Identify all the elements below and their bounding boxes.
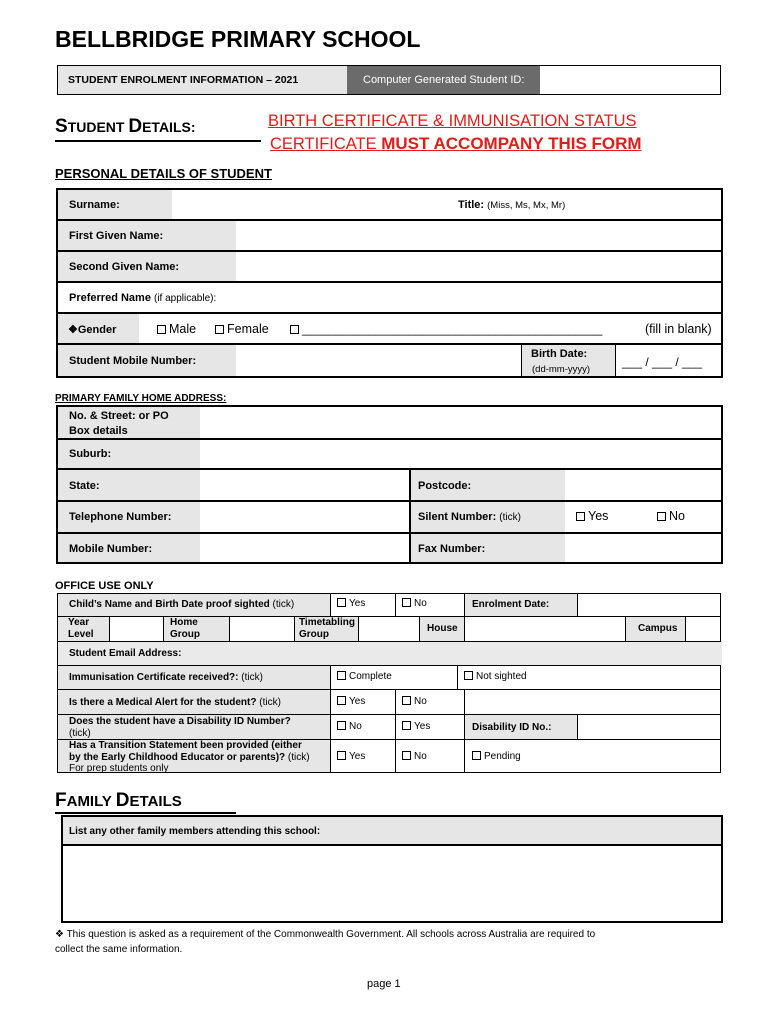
immunisation-complete-option[interactable]: Complete [337,671,392,682]
disability-id-field[interactable] [578,715,720,739]
disability-id-label: Disability ID No.: [472,722,552,733]
postcode-label: Postcode: [418,480,472,492]
checkbox-icon[interactable] [657,512,666,521]
enrolment-date-field[interactable] [578,594,720,616]
silent-number-label: Silent Number: (tick) [418,511,521,523]
second-given-name-label: Second Given Name: [69,261,180,273]
personal-details-heading: PERSONAL DETAILS OF STUDENT [55,166,272,181]
telephone-label: Telephone Number: [69,511,172,523]
gender-female-option[interactable]: Female [215,322,269,336]
student-email-label: Student Email Address: [69,648,182,659]
page-number: page 1 [367,978,401,990]
office-use-heading: OFFICE USE ONLY [55,580,154,592]
checkbox-icon[interactable] [337,751,346,760]
student-id-field[interactable] [540,66,720,94]
proof-no-option[interactable]: No [402,598,427,609]
checkbox-icon[interactable] [576,512,585,521]
family-heading-underline [55,812,236,814]
year-level-field[interactable] [110,617,163,641]
preferred-name-field[interactable] [236,284,721,311]
surname-field[interactable] [172,191,452,218]
house-field[interactable] [465,617,625,641]
silent-yes-option[interactable]: Yes [576,509,608,523]
mobile-number-label: Mobile Number: [69,543,153,555]
mobile-number-field[interactable] [200,534,409,562]
medical-alert-label: Is there a Medical Alert for the student? (tick) [69,697,281,708]
diamond-icon: ❖ [55,929,64,940]
telephone-field[interactable] [200,502,409,532]
second-given-name-field[interactable] [236,253,721,280]
street-label: No. & Street: or PO Box details [69,410,169,437]
notice-line-2: CERTIFICATE MUST ACCOMPANY THIS FORM [270,134,642,153]
checkbox-icon[interactable] [402,696,411,705]
first-given-name-label: First Given Name: [69,230,164,242]
checkbox-icon[interactable] [337,598,346,607]
state-field[interactable] [200,470,409,500]
checkbox-icon[interactable] [337,696,346,705]
checkbox-icon[interactable] [337,671,346,680]
timetabling-group-label: Timetabling Group [299,617,355,640]
transition-no-option[interactable]: No [402,751,427,762]
street-field[interactable] [200,407,721,438]
house-label: House [427,623,458,634]
enrolment-date-label: Enrolment Date: [472,599,550,610]
address-heading: PRIMARY FAMILY HOME ADDRESS: [55,393,227,404]
birth-date-field[interactable]: ___ / ___ / ___ [622,355,703,369]
student-mobile-field[interactable] [236,345,521,376]
checkbox-icon[interactable] [402,598,411,607]
banner-title: STUDENT ENROLMENT INFORMATION – 2021 [58,66,347,94]
student-email-field[interactable] [200,642,720,665]
checkbox-icon[interactable] [464,671,473,680]
student-id-label: Computer Generated Student ID: [347,66,540,94]
student-mobile-label: Student Mobile Number: [69,355,197,367]
checkbox-icon[interactable] [402,751,411,760]
heading-underline [55,140,261,142]
disability-no-option[interactable]: No [337,721,362,732]
disability-yes-option[interactable]: Yes [402,721,430,732]
transition-statement-label: Has a Transition Statement been provided (either by the Early Childhood Educator or parents)? (tick) For prep students only [69,740,310,774]
birth-date-format: (dd-mm-yyyy) [532,364,591,375]
checkbox-icon[interactable] [337,721,346,730]
enrolment-banner [57,65,721,95]
suburb-field[interactable] [200,440,721,468]
immunisation-label: Immunisation Certificate received?: (tick) [69,672,263,683]
diamond-icon: ❖ [68,324,78,336]
fax-field[interactable] [565,534,721,562]
student-details-heading: STUDENT DETAILS: [55,116,196,137]
footnote: ❖ This question is asked as a requirement of the Commonwealth Government. All schools across Australia are required to collect the same information. [55,929,596,955]
fill-in-blank-hint: (fill in blank) [645,322,712,336]
transition-pending-option[interactable]: Pending [472,751,521,762]
postcode-field[interactable] [565,470,721,500]
state-label: State: [69,480,100,492]
medical-no-option[interactable]: No [402,696,427,707]
transition-yes-option[interactable]: Yes [337,751,365,762]
medical-yes-option[interactable]: Yes [337,696,365,707]
proof-sighted-label: Child’s Name and Birth Date proof sighted (tick) [69,599,295,610]
campus-field[interactable] [686,617,720,641]
preferred-name-label: Preferred Name (if applicable): [69,292,217,304]
gender-other-option[interactable]: _____________________________________________ [290,322,602,336]
surname-label: Surname: [69,199,120,211]
checkbox-icon[interactable] [472,751,481,760]
home-group-field[interactable] [230,617,294,641]
timetabling-group-field[interactable] [359,617,419,641]
gender-male-option[interactable]: Male [157,322,196,336]
checkbox-icon[interactable] [215,325,224,334]
gender-label: ❖Gender [68,324,117,336]
family-details-heading: FAMILY DETAILS [55,790,182,811]
first-given-name-field[interactable] [236,222,721,249]
checkbox-icon[interactable] [290,325,299,334]
fax-label: Fax Number: [418,543,486,555]
title-label-group: Title: (Miss, Ms, Mx, Mr) [458,199,566,211]
year-level-label: Year Level [68,617,94,640]
checkbox-icon[interactable] [157,325,166,334]
notice-line-1: BIRTH CERTIFICATE & IMMUNISATION STATUS [268,112,637,130]
birth-date-label: Birth Date: [531,348,588,360]
family-members-label: List any other family members attending this school: [69,826,321,837]
checkbox-icon[interactable] [402,721,411,730]
home-group-label: Home Group [170,617,200,640]
disability-label: Does the student have a Disability ID Number? (tick) [69,716,291,739]
proof-yes-option[interactable]: Yes [337,598,365,609]
campus-label: Campus [638,623,678,634]
silent-no-option[interactable]: No [657,509,685,523]
immunisation-not-sighted-option[interactable]: Not sighted [464,671,527,682]
suburb-label: Suburb: [69,448,112,460]
school-title: BELLBRIDGE PRIMARY SCHOOL [55,26,421,52]
family-members-field[interactable] [63,846,721,921]
